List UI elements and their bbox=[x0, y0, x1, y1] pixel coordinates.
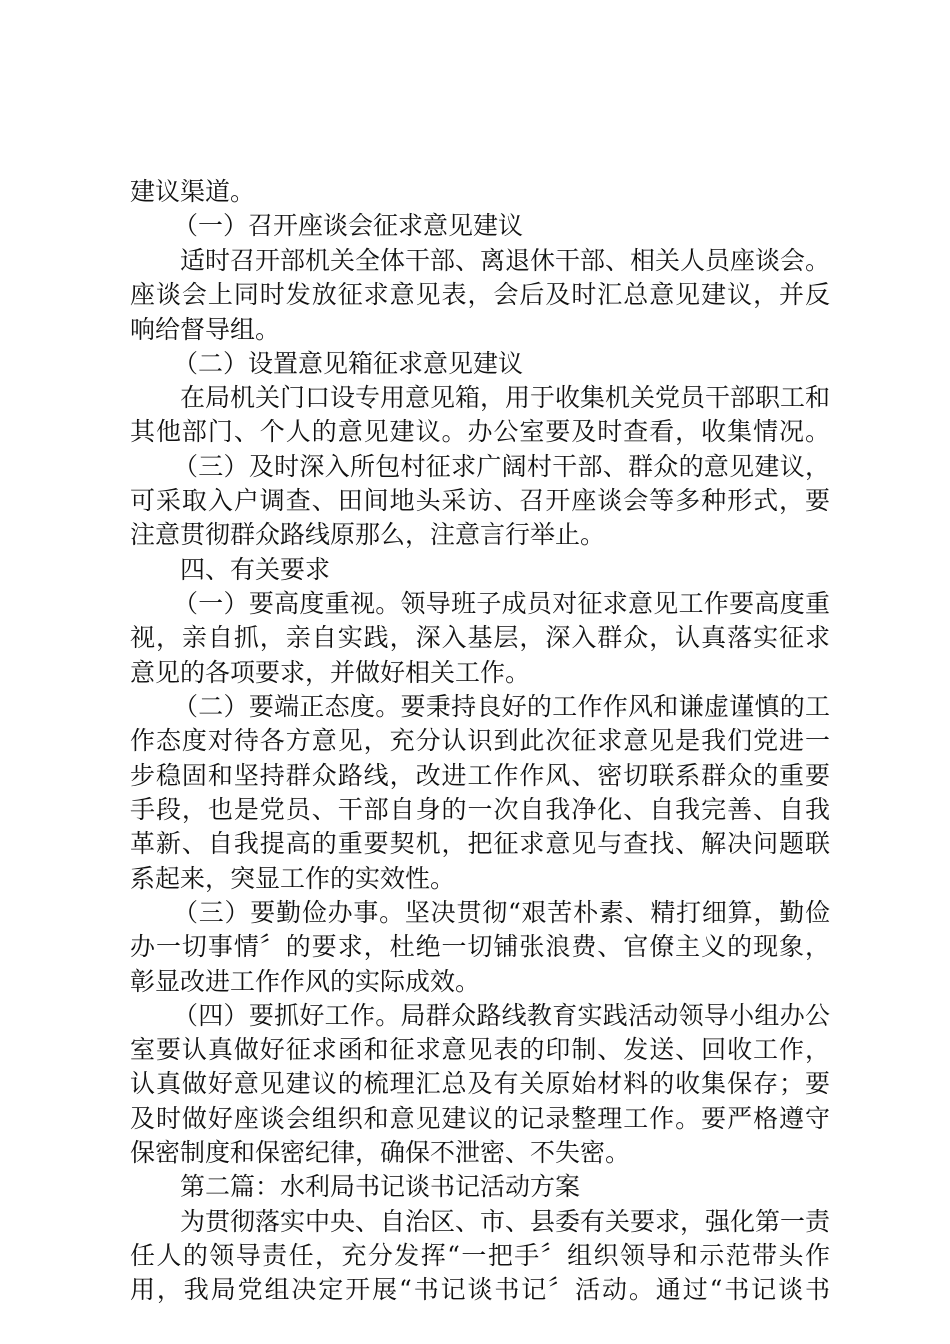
text-line: 其他部门、个人的意见建议。办公室要及时查看，收集情况。 bbox=[130, 417, 830, 446]
text-line: （三）要勤俭办事。坚决贯彻“艰苦朴素、精打细算，勤俭 bbox=[173, 898, 830, 927]
text-line: （四）要抓好工作。局群众路线教育实践活动领导小组办公 bbox=[173, 1001, 830, 1030]
text-line: 手段，也是党员、干部自身的一次自我净化、自我完善、自我 bbox=[130, 795, 830, 824]
text-line: 办一切事情〞的要求，杜绝一切铺张浪费、官僚主义的现象， bbox=[130, 932, 830, 961]
text-line: 用，我局党组决定开展“书记谈书记〞活动。通过“书记谈书 bbox=[130, 1275, 830, 1304]
text-line: 为贯彻落实中央、自治区、市、县委有关要求，强化第一责 bbox=[180, 1207, 831, 1236]
text-line: 步稳固和坚持群众路线，改进工作作风、密切联系群众的重要 bbox=[130, 761, 830, 790]
text-line: （三）及时深入所包村征求广阔村干部、群众的意见建议， bbox=[173, 452, 830, 481]
text-line: 视，亲自抓，亲自实践，深入基层，深入群众，认真落实征求 bbox=[130, 623, 830, 652]
chapter-heading: 第二篇：水利局书记谈书记活动方案 bbox=[180, 1172, 581, 1201]
text-line: 建议渠道。 bbox=[130, 177, 256, 206]
text-line: 作态度对待各方意见，充分认识到此次征求意见是我们党进一 bbox=[130, 726, 830, 755]
text-line: 及时做好座谈会组织和意见建议的记录整理工作。要严格遵守 bbox=[130, 1104, 830, 1133]
text-line: 彰显改进工作作风的实际成效。 bbox=[130, 967, 481, 996]
text-line: 意见的各项要求，并做好相关工作。 bbox=[130, 658, 531, 687]
section-heading: （二）设置意见箱征求意见建议 bbox=[173, 349, 524, 378]
section-heading: （一）召开座谈会征求意见建议 bbox=[173, 211, 524, 240]
text-line: 响给督导组。 bbox=[130, 315, 281, 344]
text-line: 室要认真做好征求函和征求意见表的印制、发送、回收工作， bbox=[130, 1035, 830, 1064]
text-line: （二）要端正态度。要秉持良好的工作作风和谦虚谨慎的工 bbox=[173, 692, 830, 721]
text-line: 革新、自我提高的重要契机，把征求意见与查找、解决问题联 bbox=[130, 829, 830, 858]
text-line: 座谈会上同时发放征求意见表，会后及时汇总意见建议，并反 bbox=[130, 280, 830, 309]
text-line: 认真做好意见建议的梳理汇总及有关原始材料的收集保存；要 bbox=[130, 1069, 830, 1098]
text-line: 保密制度和保密纪律，确保不泄密、不失密。 bbox=[130, 1138, 631, 1167]
text-line: 可采取入户调查、田间地头采访、召开座谈会等多种形式，要 bbox=[130, 486, 830, 515]
text-line: 注意贯彻群众路线原那么，注意言行举止。 bbox=[130, 520, 606, 549]
text-line: 系起来，突显工作的实效性。 bbox=[130, 864, 456, 893]
section-heading: 四、有关要求 bbox=[180, 555, 331, 584]
text-line: 适时召开部机关全体干部、离退休干部、相关人员座谈会。 bbox=[180, 246, 831, 275]
text-line: （一）要高度重视。领导班子成员对征求意见工作要高度重 bbox=[173, 589, 830, 618]
text-line: 任人的领导责任，充分发挥“一把手〞组织领导和示范带头作 bbox=[130, 1241, 830, 1270]
text-line: 在局机关门口设专用意见箱，用于收集机关党员干部职工和 bbox=[180, 383, 831, 412]
